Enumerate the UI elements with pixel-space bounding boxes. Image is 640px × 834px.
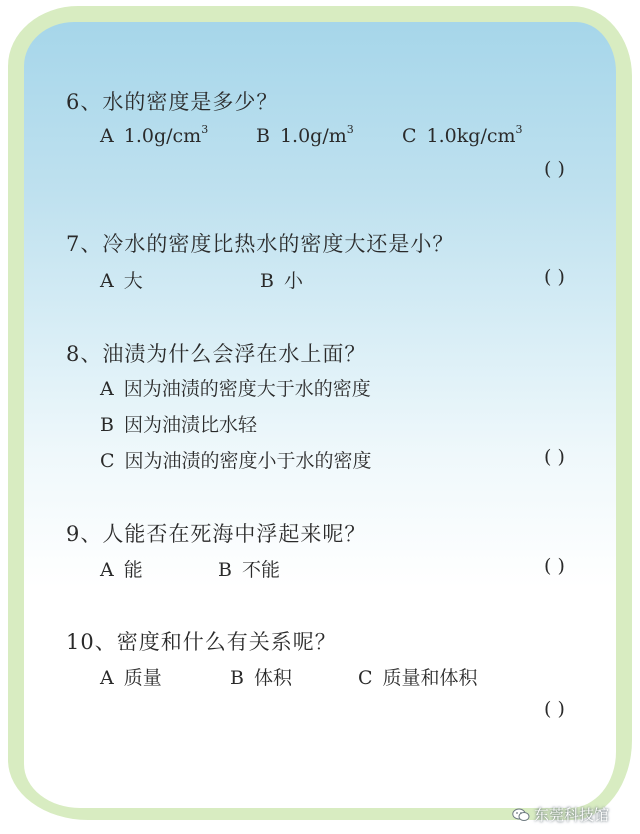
question-9-text: 9、人能否在死海中浮起来呢？ bbox=[66, 522, 367, 546]
option-letter: A bbox=[100, 667, 114, 689]
question-8-text: 8、油渍为什么会浮在水上面？ bbox=[66, 342, 367, 366]
option-letter: B bbox=[100, 414, 114, 436]
option-value: 质量和体积 bbox=[382, 667, 478, 689]
option-letter: B bbox=[218, 559, 232, 581]
question-10-option-c bbox=[358, 663, 478, 690]
question-10-option-a bbox=[100, 663, 162, 690]
option-superscript: 3 bbox=[515, 123, 523, 136]
question-7-option-b bbox=[260, 266, 303, 293]
option-letter: A bbox=[100, 270, 114, 292]
option-value: 因为油渍的密度小于水的密度 bbox=[124, 450, 372, 472]
question-7-text: 7、冷水的密度比热水的密度大还是小？ bbox=[66, 232, 455, 256]
option-letter: A bbox=[100, 125, 114, 147]
option-superscript: 3 bbox=[346, 123, 354, 136]
option-value: 小 bbox=[283, 270, 303, 292]
watermark-text: 东莞科技馆 bbox=[534, 806, 610, 824]
question-6-option-a bbox=[100, 123, 208, 147]
question-10-text: 10、密度和什么有关系呢？ bbox=[66, 630, 337, 654]
question-10-option-b bbox=[230, 663, 292, 690]
option-letter: C bbox=[358, 667, 373, 689]
wechat-icon bbox=[512, 808, 530, 822]
option-value: 大 bbox=[123, 270, 143, 292]
option-value: 1.0g/cm bbox=[123, 125, 202, 147]
option-superscript: 3 bbox=[201, 123, 209, 136]
question-9-option-b bbox=[218, 555, 280, 582]
question-6-answer-blank[interactable]: ( ) bbox=[544, 158, 565, 180]
question-8-option-b bbox=[100, 410, 257, 437]
option-letter: C bbox=[402, 125, 417, 147]
question-6-option-b bbox=[256, 123, 354, 147]
option-value: 因为油渍的密度大于水的密度 bbox=[123, 378, 371, 400]
option-value: 体积 bbox=[253, 667, 292, 689]
question-9-option-a bbox=[100, 555, 143, 582]
option-letter: A bbox=[100, 559, 114, 581]
option-value: 1.0g/m bbox=[279, 125, 347, 147]
option-letter: B bbox=[230, 667, 244, 689]
question-6-option-c bbox=[402, 123, 523, 147]
option-value: 质量 bbox=[123, 667, 162, 689]
option-letter: B bbox=[256, 125, 270, 147]
question-9-answer-blank[interactable]: ( ) bbox=[544, 555, 565, 577]
option-value: 因为油渍比水轻 bbox=[123, 414, 257, 436]
option-value: 能 bbox=[123, 559, 143, 581]
option-letter: C bbox=[100, 450, 115, 472]
question-7-option-a bbox=[100, 266, 143, 293]
question-6-text: 6、水的密度是多少？ bbox=[66, 90, 279, 114]
option-value: 1.0kg/cm bbox=[426, 125, 516, 147]
option-value: 不能 bbox=[241, 559, 280, 581]
question-7-answer-blank[interactable]: ( ) bbox=[544, 266, 565, 288]
question-8-answer-blank[interactable]: ( ) bbox=[544, 446, 565, 468]
option-letter: A bbox=[100, 378, 114, 400]
watermark bbox=[512, 804, 609, 825]
question-8-option-c bbox=[100, 446, 372, 473]
question-10-answer-blank[interactable]: ( ) bbox=[544, 698, 565, 720]
question-8-option-a bbox=[100, 374, 371, 401]
option-letter: B bbox=[260, 270, 274, 292]
